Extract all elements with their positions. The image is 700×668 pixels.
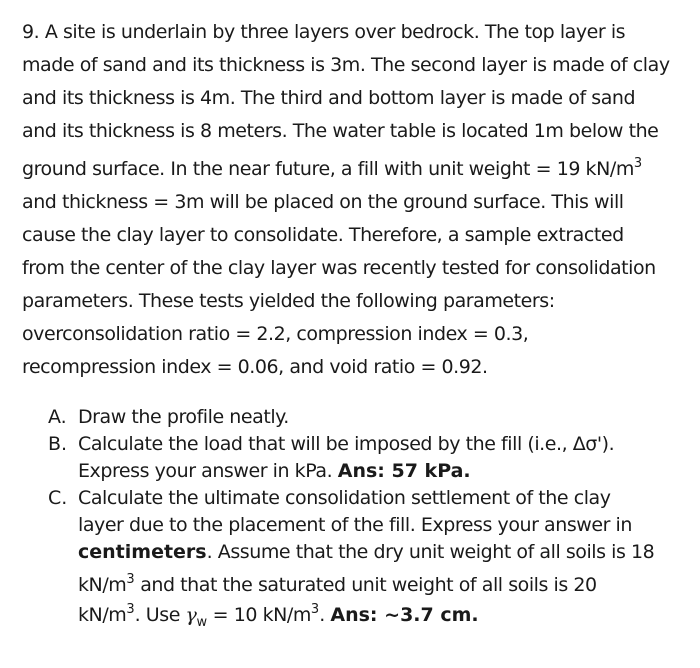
problem-line-2: made of sand and its thickness is 3m. The second layer is made of clay	[22, 54, 670, 76]
superscript: 3	[633, 156, 643, 171]
unit-text: kN/m	[78, 574, 127, 596]
part-b-answer: Ans: 57 kPa.	[337, 460, 471, 482]
superscript: 3	[126, 572, 135, 587]
part-c-units-emphasis: centimeters	[78, 541, 207, 563]
part-c-line-1: Calculate the ultimate consolidation settlement of the clay	[78, 487, 611, 509]
part-b-line-1: Calculate the load that will be imposed by the fill (i.e., Δσ').	[78, 433, 615, 455]
problem-line-6: and thickness = 3m will be placed on the ground surface. This will	[22, 191, 624, 213]
part-c-line-3	[78, 540, 654, 564]
problem-line-4: and its thickness is 8 meters. The water table is located 1m below the	[22, 120, 659, 142]
part-a-line-1: Draw the profile neatly.	[78, 406, 289, 428]
superscript: 3	[126, 602, 135, 617]
part-a-marker: A.	[48, 406, 67, 428]
part-c-answer: Ans: ~3.7 cm.	[330, 604, 479, 626]
problem-line-7: cause the clay layer to consolidate. Therefore, a sample extracted	[22, 224, 624, 246]
problem-line-9: parameters. These tests yielded the following parameters:	[22, 290, 555, 312]
problem-line-1: 9. A site is underlain by three layers over bedrock. The top layer is	[22, 21, 626, 43]
problem-line-5-text: ground surface. In the near future, a fill with unit weight = 19 kN/m	[22, 158, 634, 180]
subscript: w	[196, 615, 208, 630]
part-c-line-4	[78, 573, 597, 600]
problem-line-11: recompression index = 0.06, and void ratio = 0.92.	[22, 356, 488, 378]
part-b-line-2-text: Express your answer in kPa.	[78, 460, 333, 482]
part-c-line-2: layer due to the placement of the fill. Express your answer in	[78, 514, 632, 536]
problem-line-8: from the center of the clay layer was recently tested for consolidation	[22, 257, 656, 279]
part-c-line-4-text: and that the saturated unit weight of all soils is 20	[134, 574, 597, 596]
part-c-line-5-text: . Use	[134, 604, 186, 626]
problem-line-10: overconsolidation ratio = 2.2, compression index = 0.3,	[22, 323, 529, 345]
superscript: 3	[310, 602, 320, 617]
part-b-marker: B.	[48, 433, 68, 455]
part-c-line-3-text: . Assume that the dry unit weight of all soils is 18	[206, 541, 655, 563]
part-b-line-2	[78, 459, 471, 483]
part-c-marker: C.	[48, 487, 68, 509]
part-c-line-5-sep: .	[319, 604, 331, 626]
unit-text: kN/m	[78, 604, 127, 626]
gamma-symbol: γ	[185, 604, 197, 626]
problem-line-3: and its thickness is 4m. The third and bottom layer is made of sand	[22, 87, 636, 109]
part-c-line-5-value: = 10 kN/m	[207, 604, 311, 626]
part-c-line-5	[78, 603, 479, 630]
problem-line-5	[22, 157, 642, 184]
